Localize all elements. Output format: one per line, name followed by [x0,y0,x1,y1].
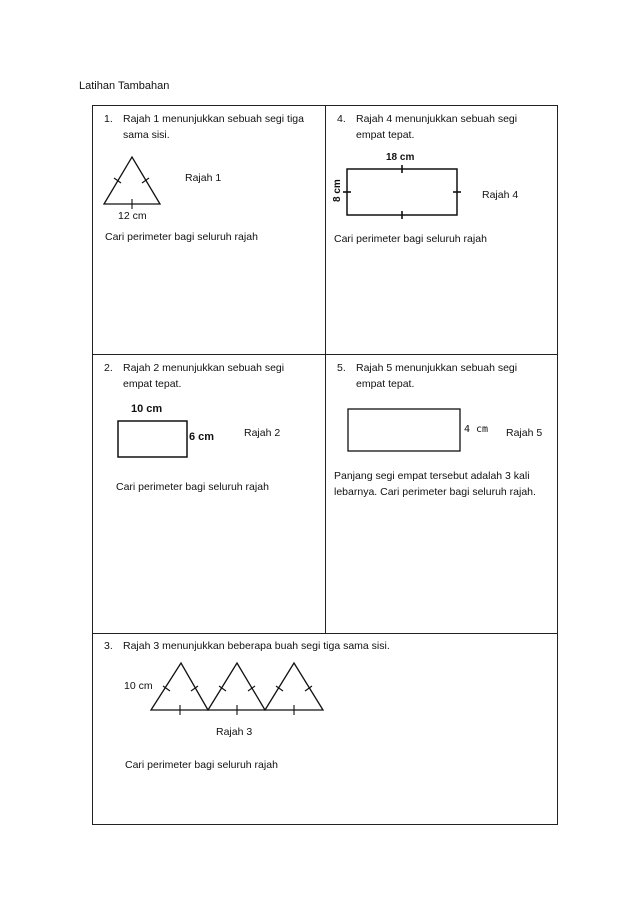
figure-2-width-label: 6 cm [189,431,215,443]
figure-1-label: Rajah 1 [185,172,222,184]
question-1-instruction: Cari perimeter bagi seluruh rajah [105,231,258,243]
question-2-text-line1: Rajah 2 menunjukkan sebuah segi [123,362,285,374]
figure-4-length-label: 18 cm [386,152,415,163]
figure-3-label: Rajah 3 [216,726,253,738]
question-5-text-line2: empat tepat. [356,378,415,390]
figure-4-width-label: 8 cm [332,179,343,202]
question-2-instruction: Cari perimeter bagi seluruh rajah [116,481,269,493]
question-4-text-line1: Rajah 4 menunjukkan sebuah segi [356,113,518,125]
question-5-text-line3: Panjang segi empat tersebut adalah 3 kali [334,470,530,482]
figure-1-side-length: 12 cm [118,210,147,222]
figure-5-width-label: 4 cm [464,424,489,435]
question-2-text-line2: empat tepat. [123,378,182,390]
question-3-instruction: Cari perimeter bagi seluruh rajah [125,759,278,771]
question-1-text-line2: sama sisi. [123,129,170,141]
figure-5-label: Rajah 5 [506,427,543,439]
figure-2-length-label: 10 cm [131,403,163,415]
page-title: Latihan Tambahan [79,80,170,92]
question-3-text: Rajah 3 menunjukkan beberapa buah segi tiga sama sisi. [123,640,390,652]
question-4-text-line2: empat tepat. [356,129,415,141]
figure-4-label: Rajah 4 [482,189,519,201]
question-4-instruction: Cari perimeter bagi seluruh rajah [334,233,487,245]
question-1-text-line1: Rajah 1 menunjukkan sebuah segi tiga [123,113,304,125]
question-5-number: 5. [337,362,346,374]
question-3-number: 3. [104,640,113,652]
question-1-number: 1. [104,113,113,125]
question-2-number: 2. [104,362,113,374]
question-5-text-line4: lebarnya. Cari perimeter bagi seluruh rajah. [334,486,536,498]
question-4-number: 4. [337,113,346,125]
figure-3-side-length: 10 cm [124,680,153,692]
question-5-text-line1: Rajah 5 menunjukkan sebuah segi [356,362,518,374]
figure-2-label: Rajah 2 [244,427,281,439]
